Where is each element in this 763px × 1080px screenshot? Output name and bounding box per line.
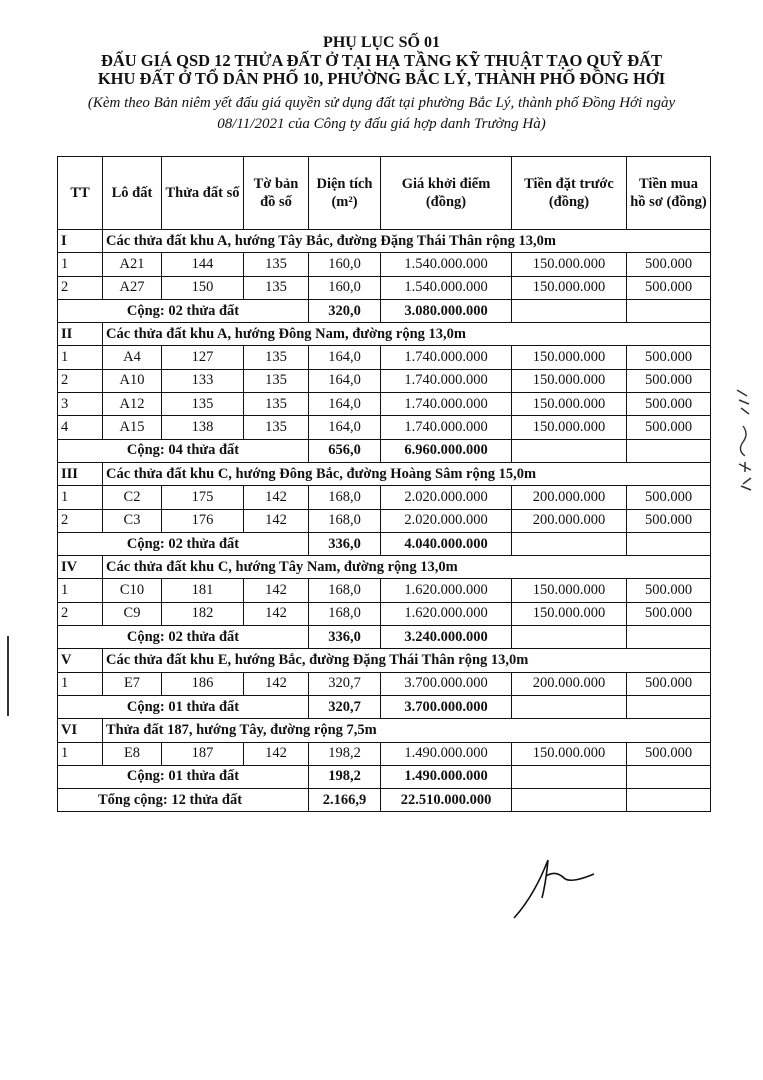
row-parcel: 175	[162, 486, 244, 509]
row-deposit: 150.000.000	[512, 346, 627, 369]
row-deposit: 150.000.000	[512, 276, 627, 299]
row-lot: A27	[103, 276, 162, 299]
row-parcel: 133	[162, 369, 244, 392]
row-area: 160,0	[309, 253, 381, 276]
row-lot: A10	[103, 369, 162, 392]
grand-total-row	[58, 789, 711, 812]
grand-total-empty-deposit	[512, 789, 627, 812]
row-map-sheet: 135	[244, 393, 309, 416]
col-parcel: Thửa đất số	[162, 157, 244, 230]
row-map-sheet: 142	[244, 602, 309, 625]
auction-table	[57, 156, 711, 812]
row-tt: 2	[58, 602, 103, 625]
row-lot: C3	[103, 509, 162, 532]
row-tt: 1	[58, 486, 103, 509]
row-map-sheet: 142	[244, 486, 309, 509]
row-deposit: 150.000.000	[512, 742, 627, 765]
row-deposit: 150.000.000	[512, 393, 627, 416]
annex-heading: PHỤ LỤC SỐ 01	[323, 34, 440, 51]
row-area: 168,0	[309, 579, 381, 602]
margin-stamp-mark	[731, 386, 759, 496]
row-parcel: 138	[162, 416, 244, 439]
row-dossier-fee: 500.000	[627, 742, 711, 765]
subtotal-label: Cộng: 02 thửa đất	[58, 532, 309, 555]
subtotal-empty-deposit	[512, 626, 627, 649]
row-dossier-fee: 500.000	[627, 253, 711, 276]
row-start-price: 1.540.000.000	[381, 253, 512, 276]
table-body	[58, 230, 711, 812]
subtotal-empty-deposit	[512, 765, 627, 788]
table-header-row	[58, 157, 711, 230]
col-area: Diện tích (m²)	[309, 157, 381, 230]
row-parcel: 150	[162, 276, 244, 299]
subtotal-empty-fee	[627, 695, 711, 718]
row-deposit: 150.000.000	[512, 416, 627, 439]
row-deposit: 150.000.000	[512, 579, 627, 602]
table-row	[58, 369, 711, 392]
row-dossier-fee: 500.000	[627, 509, 711, 532]
row-start-price: 1.540.000.000	[381, 276, 512, 299]
row-lot: A12	[103, 393, 162, 416]
subtotal-row	[58, 439, 711, 462]
subtotal-price: 6.960.000.000	[381, 439, 512, 462]
col-map-sheet: Tờ bản đồ số	[244, 157, 309, 230]
subtotal-price: 3.700.000.000	[381, 695, 512, 718]
row-lot: E8	[103, 742, 162, 765]
table-row	[58, 579, 711, 602]
row-tt: 2	[58, 276, 103, 299]
row-parcel: 135	[162, 393, 244, 416]
section-roman: I	[58, 230, 103, 253]
section-title: Các thửa đất khu A, hướng Đông Nam, đường rộng 13,0m	[103, 323, 711, 346]
table-row	[58, 602, 711, 625]
row-area: 198,2	[309, 742, 381, 765]
row-tt: 1	[58, 742, 103, 765]
subtotal-empty-deposit	[512, 299, 627, 322]
subtotal-label: Cộng: 02 thửa đất	[58, 299, 309, 322]
col-lot: Lô đất	[103, 157, 162, 230]
section-title: Các thửa đất khu C, hướng Đông Bắc, đường Hoàng Sâm rộng 15,0m	[103, 462, 711, 485]
subtotal-area: 320,0	[309, 299, 381, 322]
note-line-2: 08/11/2021 của Công ty đấu giá hợp danh Trường Hà)	[217, 116, 546, 132]
subtotal-label: Cộng: 04 thửa đất	[58, 439, 309, 462]
row-deposit: 150.000.000	[512, 253, 627, 276]
subtotal-empty-fee	[627, 439, 711, 462]
row-dossier-fee: 500.000	[627, 579, 711, 602]
row-parcel: 181	[162, 579, 244, 602]
table-row	[58, 672, 711, 695]
row-start-price: 1.620.000.000	[381, 602, 512, 625]
row-lot: C10	[103, 579, 162, 602]
table-row	[58, 416, 711, 439]
section-header-row	[58, 462, 711, 485]
section-header-row	[58, 323, 711, 346]
grand-total-area: 2.166,9	[309, 789, 381, 812]
section-roman: V	[58, 649, 103, 672]
table-row	[58, 393, 711, 416]
document-title-line-2: KHU ĐẤT Ở TỔ DÂN PHỐ 10, PHƯỜNG BẮC LÝ, THÀNH PHỐ ĐỒNG HỚI	[97, 69, 666, 88]
subtotal-area: 656,0	[309, 439, 381, 462]
handwritten-signature	[512, 852, 596, 922]
subtotal-empty-fee	[627, 532, 711, 555]
row-start-price: 1.740.000.000	[381, 393, 512, 416]
subtotal-label: Cộng: 01 thửa đất	[58, 695, 309, 718]
row-tt: 1	[58, 346, 103, 369]
row-map-sheet: 135	[244, 346, 309, 369]
row-area: 168,0	[309, 486, 381, 509]
table-row	[58, 509, 711, 532]
section-roman: VI	[58, 719, 103, 742]
note-line-1: (Kèm theo Bản niêm yết đấu giá quyền sử dụng đất tại phường Bắc Lý, thành phố Đồng Hới ngày	[87, 95, 676, 111]
grand-total-label: Tổng cộng: 12 thửa đất	[58, 789, 309, 812]
row-tt: 1	[58, 672, 103, 695]
row-parcel: 187	[162, 742, 244, 765]
subtotal-area: 320,7	[309, 695, 381, 718]
section-title: Các thửa đất khu C, hướng Tây Nam, đường rộng 13,0m	[103, 556, 711, 579]
row-lot: A15	[103, 416, 162, 439]
subtotal-row	[58, 695, 711, 718]
table-row	[58, 276, 711, 299]
row-tt: 2	[58, 509, 103, 532]
subtotal-empty-fee	[627, 626, 711, 649]
row-start-price: 1.740.000.000	[381, 346, 512, 369]
row-area: 168,0	[309, 509, 381, 532]
row-deposit: 150.000.000	[512, 602, 627, 625]
row-map-sheet: 142	[244, 579, 309, 602]
subtotal-area: 336,0	[309, 532, 381, 555]
row-start-price: 1.740.000.000	[381, 416, 512, 439]
row-dossier-fee: 500.000	[627, 672, 711, 695]
row-start-price: 1.620.000.000	[381, 579, 512, 602]
row-area: 320,7	[309, 672, 381, 695]
row-tt: 4	[58, 416, 103, 439]
row-parcel: 186	[162, 672, 244, 695]
section-roman: III	[58, 462, 103, 485]
row-deposit: 200.000.000	[512, 486, 627, 509]
subtotal-price: 1.490.000.000	[381, 765, 512, 788]
row-start-price: 1.490.000.000	[381, 742, 512, 765]
row-area: 164,0	[309, 369, 381, 392]
row-tt: 3	[58, 393, 103, 416]
row-dossier-fee: 500.000	[627, 276, 711, 299]
row-map-sheet: 135	[244, 416, 309, 439]
row-start-price: 3.700.000.000	[381, 672, 512, 695]
row-map-sheet: 135	[244, 369, 309, 392]
subtotal-row	[58, 626, 711, 649]
table-row	[58, 742, 711, 765]
col-deposit: Tiền đặt trước (đồng)	[512, 157, 627, 230]
row-map-sheet: 135	[244, 253, 309, 276]
row-start-price: 2.020.000.000	[381, 486, 512, 509]
row-lot: A21	[103, 253, 162, 276]
row-parcel: 176	[162, 509, 244, 532]
row-start-price: 2.020.000.000	[381, 509, 512, 532]
row-tt: 2	[58, 369, 103, 392]
row-map-sheet: 142	[244, 672, 309, 695]
subtotal-label: Cộng: 02 thửa đất	[58, 626, 309, 649]
row-parcel: 127	[162, 346, 244, 369]
row-area: 164,0	[309, 393, 381, 416]
subtotal-price: 3.080.000.000	[381, 299, 512, 322]
row-deposit: 150.000.000	[512, 369, 627, 392]
row-map-sheet: 142	[244, 509, 309, 532]
section-roman: II	[58, 323, 103, 346]
row-dossier-fee: 500.000	[627, 416, 711, 439]
col-start-price: Giá khởi điểm (đồng)	[381, 157, 512, 230]
document-title-line-1: ĐẤU GIÁ QSD 12 THỬA ĐẤT Ở TẠI HẠ TẦNG KỸ THUẬT TẠO QUỸ ĐẤT	[100, 51, 663, 70]
row-deposit: 200.000.000	[512, 509, 627, 532]
section-header-row	[58, 719, 711, 742]
row-dossier-fee: 500.000	[627, 369, 711, 392]
row-lot: C9	[103, 602, 162, 625]
grand-total-empty-fee	[627, 789, 711, 812]
row-tt: 1	[58, 253, 103, 276]
row-map-sheet: 135	[244, 276, 309, 299]
section-title: Các thửa đất khu E, hướng Bắc, đường Đặng Thái Thân rộng 13,0m	[103, 649, 711, 672]
subtotal-empty-fee	[627, 765, 711, 788]
row-area: 168,0	[309, 602, 381, 625]
row-parcel: 182	[162, 602, 244, 625]
row-dossier-fee: 500.000	[627, 602, 711, 625]
subtotal-area: 336,0	[309, 626, 381, 649]
subtotal-row	[58, 299, 711, 322]
table-row	[58, 346, 711, 369]
row-area: 160,0	[309, 276, 381, 299]
section-header-row	[58, 230, 711, 253]
section-header-row	[58, 649, 711, 672]
row-area: 164,0	[309, 346, 381, 369]
subtotal-empty-deposit	[512, 532, 627, 555]
row-dossier-fee: 500.000	[627, 486, 711, 509]
row-tt: 1	[58, 579, 103, 602]
subtotal-empty-deposit	[512, 439, 627, 462]
subtotal-area: 198,2	[309, 765, 381, 788]
col-dossier-fee: Tiền mua hồ sơ (đồng)	[627, 157, 711, 230]
row-dossier-fee: 500.000	[627, 346, 711, 369]
row-map-sheet: 142	[244, 742, 309, 765]
subtotal-row	[58, 765, 711, 788]
row-dossier-fee: 500.000	[627, 393, 711, 416]
subtotal-empty-deposit	[512, 695, 627, 718]
grand-total-price: 22.510.000.000	[381, 789, 512, 812]
section-title: Các thửa đất khu A, hướng Tây Bắc, đường Đặng Thái Thân rộng 13,0m	[103, 230, 711, 253]
row-parcel: 144	[162, 253, 244, 276]
row-deposit: 200.000.000	[512, 672, 627, 695]
margin-tick	[7, 636, 9, 716]
row-lot: A4	[103, 346, 162, 369]
row-start-price: 1.740.000.000	[381, 369, 512, 392]
subtotal-price: 4.040.000.000	[381, 532, 512, 555]
row-lot: E7	[103, 672, 162, 695]
col-tt: TT	[58, 157, 103, 230]
row-area: 164,0	[309, 416, 381, 439]
table-row	[58, 486, 711, 509]
table-row	[58, 253, 711, 276]
subtotal-price: 3.240.000.000	[381, 626, 512, 649]
subtotal-empty-fee	[627, 299, 711, 322]
subtotal-row	[58, 532, 711, 555]
section-header-row	[58, 556, 711, 579]
subtotal-label: Cộng: 01 thửa đất	[58, 765, 309, 788]
section-roman: IV	[58, 556, 103, 579]
section-title: Thửa đất 187, hướng Tây, đường rộng 7,5m	[103, 719, 711, 742]
row-lot: C2	[103, 486, 162, 509]
